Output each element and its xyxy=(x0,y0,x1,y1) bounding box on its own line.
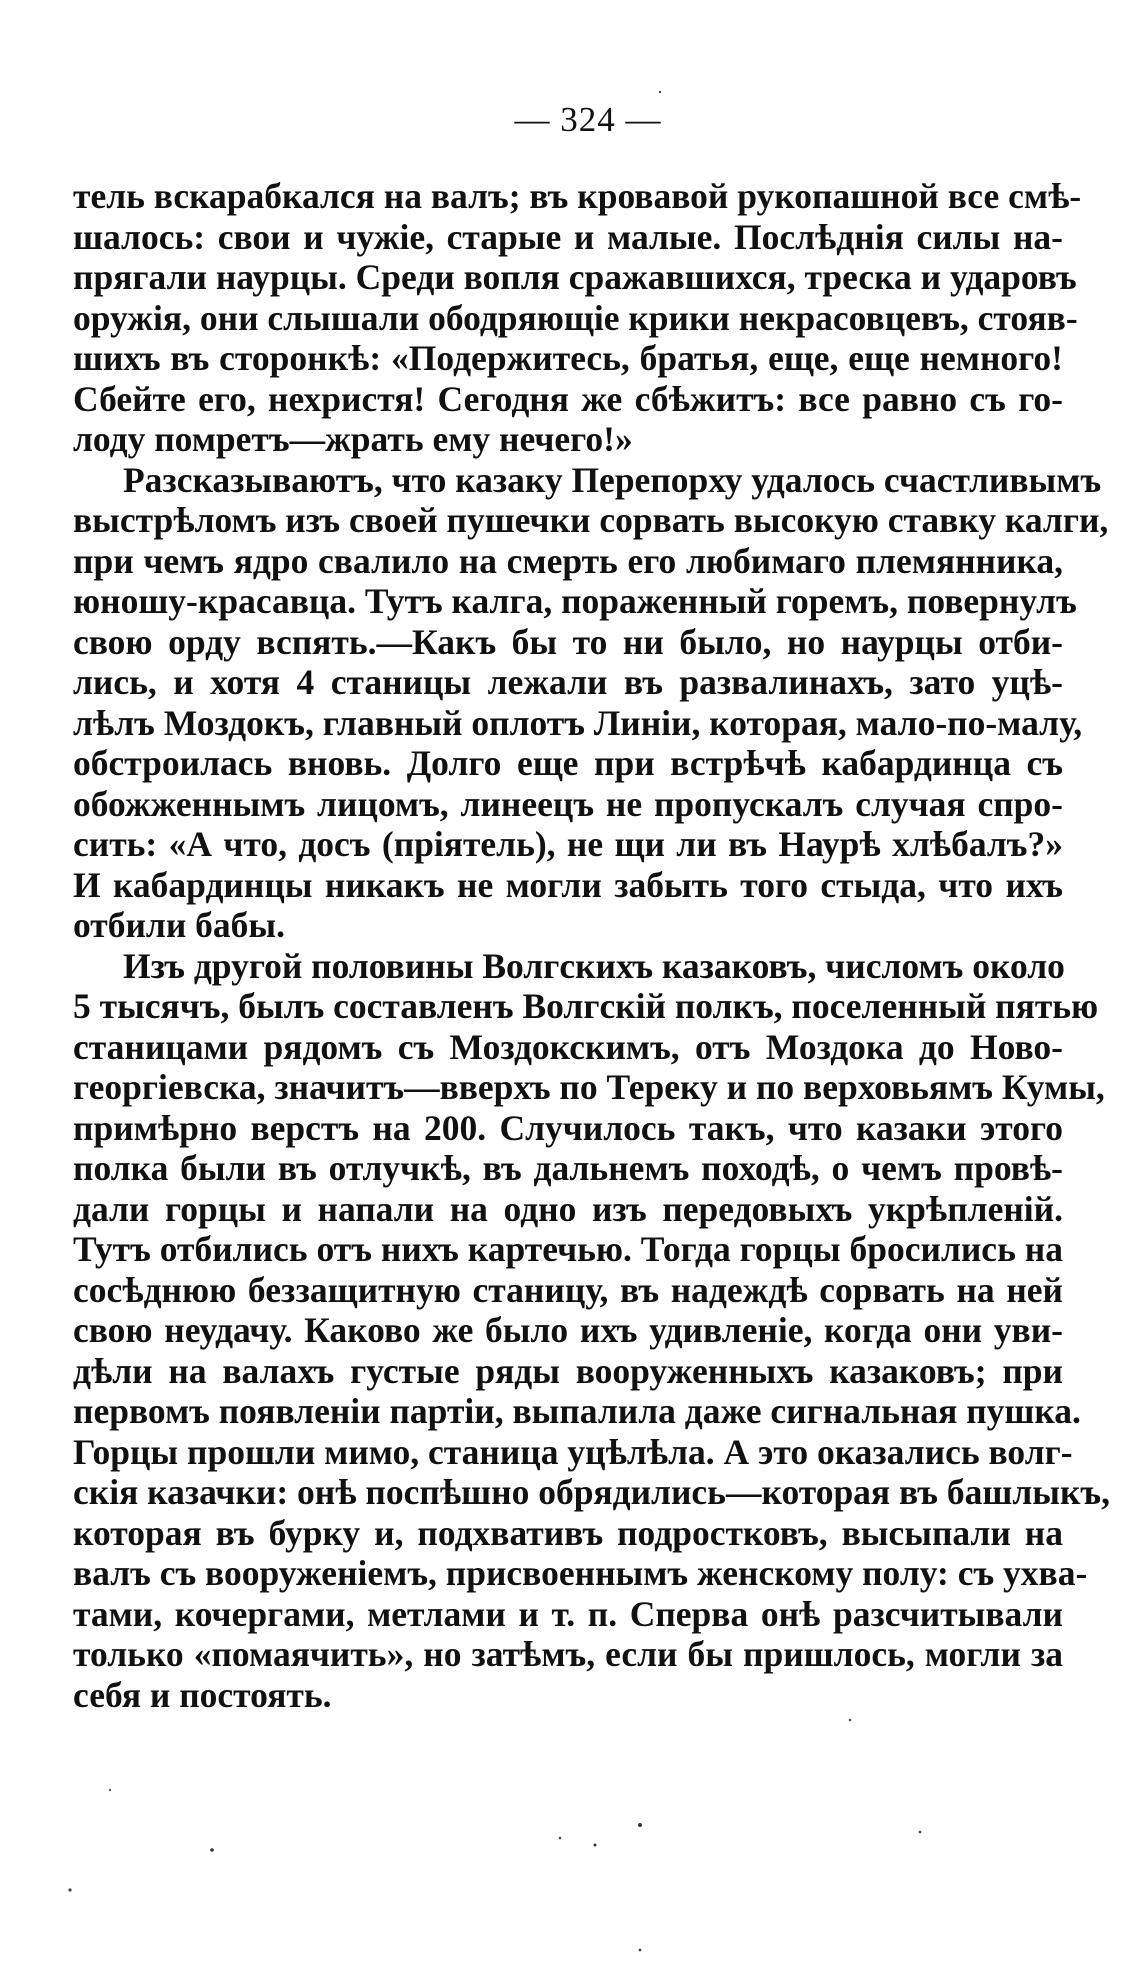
text-line: Тутъ отбились отъ нихъ картечью. Тогда горцы бросились на xyxy=(73,1229,1063,1269)
text-line: прягали наурцы. Среди вопля сражавшихся, треска и ударовъ xyxy=(73,257,1077,297)
text-line: только «помаячить», но затѣмъ, если бы пришлось, могли за xyxy=(73,1634,1063,1674)
text-line: при чемъ ядро свалило на смерть его любимаго племянника, xyxy=(73,540,1063,581)
text-line: выстрѣломъ изъ своей пушечки сорвать высокую ставку калги, xyxy=(73,500,1109,540)
text-line: лоду помретъ—жрать ему нечего!» xyxy=(73,419,633,459)
text-line: свою орду вспять.—Какъ бы то ни было, но наурцы отби- xyxy=(73,621,1063,662)
text-line: И кабардинцы никакъ не могли забыть того стыда, что ихъ xyxy=(73,864,1063,905)
text-line: Изъ другой половины Волгскихъ казаковъ, числомъ около xyxy=(123,945,1065,986)
text-line: дали горцы и напали на одно изъ передовыхъ укрѣпленій. xyxy=(73,1188,1063,1229)
text-line: обожженнымъ лицомъ, линеецъ не пропускалъ случая спро- xyxy=(73,783,1063,824)
text-line: шалось: свои и чужіе, старые и малые. Послѣднія силы на- xyxy=(73,216,1063,257)
text-line: георгіевска, значитъ—вверхъ по Тереку и по верховьямъ Кумы, xyxy=(73,1067,1105,1107)
text-line: Горцы прошли мимо, станица уцѣлѣла. А это оказались волг- xyxy=(73,1431,1073,1472)
text-line: скія казачки: онѣ поспѣшно обрядились—которая въ башлыкъ, xyxy=(73,1472,1111,1512)
page-number: — 324 — xyxy=(514,100,662,139)
text-line: дѣли на валахъ густые ряды вооруженныхъ казаковъ; при xyxy=(73,1350,1063,1391)
text-line: тами, кочергами, метлами и т. п. Сперва онѣ разсчитывали xyxy=(73,1593,1063,1634)
text-line: первомъ появленіи партіи, выпалила даже сигнальная пушка. xyxy=(73,1391,1081,1431)
book-page xyxy=(73,100,1111,1715)
text-line: сить: «А что, досъ (пріятель), не щи ли въ Наурѣ хлѣбалъ?» xyxy=(73,824,1063,864)
body-text xyxy=(73,176,1111,1715)
text-line: юношу-красавца. Тутъ калга, пораженный горемъ, повернулъ xyxy=(73,581,1077,621)
text-line: лѣлъ Моздокъ, главный оплотъ Линіи, которая, мало-по-малу, xyxy=(73,702,1083,743)
text-line: валъ съ вооруженіемъ, присвоеннымъ женскому полу: съ ухва- xyxy=(73,1553,1088,1593)
text-line: обстроилась вновь. Долго еще при встрѣчѣ кабардинца съ xyxy=(73,743,1063,783)
text-line: Разсказываютъ, что казаку Перепорху удалось счастливымъ xyxy=(123,459,1102,500)
text-line: сосѣднюю беззащитную станицу, въ надеждѣ сорвать на ней xyxy=(73,1269,1063,1310)
text-line: оружія, они слышали ободряющіе крики некрасовцевъ, стояв- xyxy=(73,297,1078,338)
text-line: которая въ бурку и, подхвативъ подростковъ, высыпали на xyxy=(73,1512,1063,1553)
text-line: Сбейте его, нехристя! Сегодня же сбѣжитъ: все равно съ го- xyxy=(73,378,1063,419)
text-line: отбили бабы. xyxy=(73,905,286,945)
text-line: свою неудачу. Каково же было ихъ удивленіе, когда они уви- xyxy=(73,1310,1063,1350)
text-line: тель вскарабкался на валъ; въ кровавой рукопашной все смѣ- xyxy=(73,176,1082,216)
text-line: полка были въ отлучкѣ, въ дальнемъ походѣ, о чемъ провѣ- xyxy=(73,1148,1063,1188)
text-line: примѣрно верстъ на 200. Случилось такъ, что казаки этого xyxy=(73,1107,1063,1148)
text-line: лись, и хотя 4 станицы лежали въ развалинахъ, зато уцѣ- xyxy=(73,662,1063,702)
text-line: шихъ въ сторонкѣ: «Подержитесь, братья, еще, еще немного! xyxy=(73,338,1063,378)
text-line: станицами рядомъ съ Моздокскимъ, отъ Моздока до Ново- xyxy=(73,1026,1063,1067)
text-line: 5 тысячъ, былъ составленъ Волгскій полкъ, поселенный пятью xyxy=(73,986,1099,1026)
text-line: себя и постоять. xyxy=(73,1674,332,1715)
